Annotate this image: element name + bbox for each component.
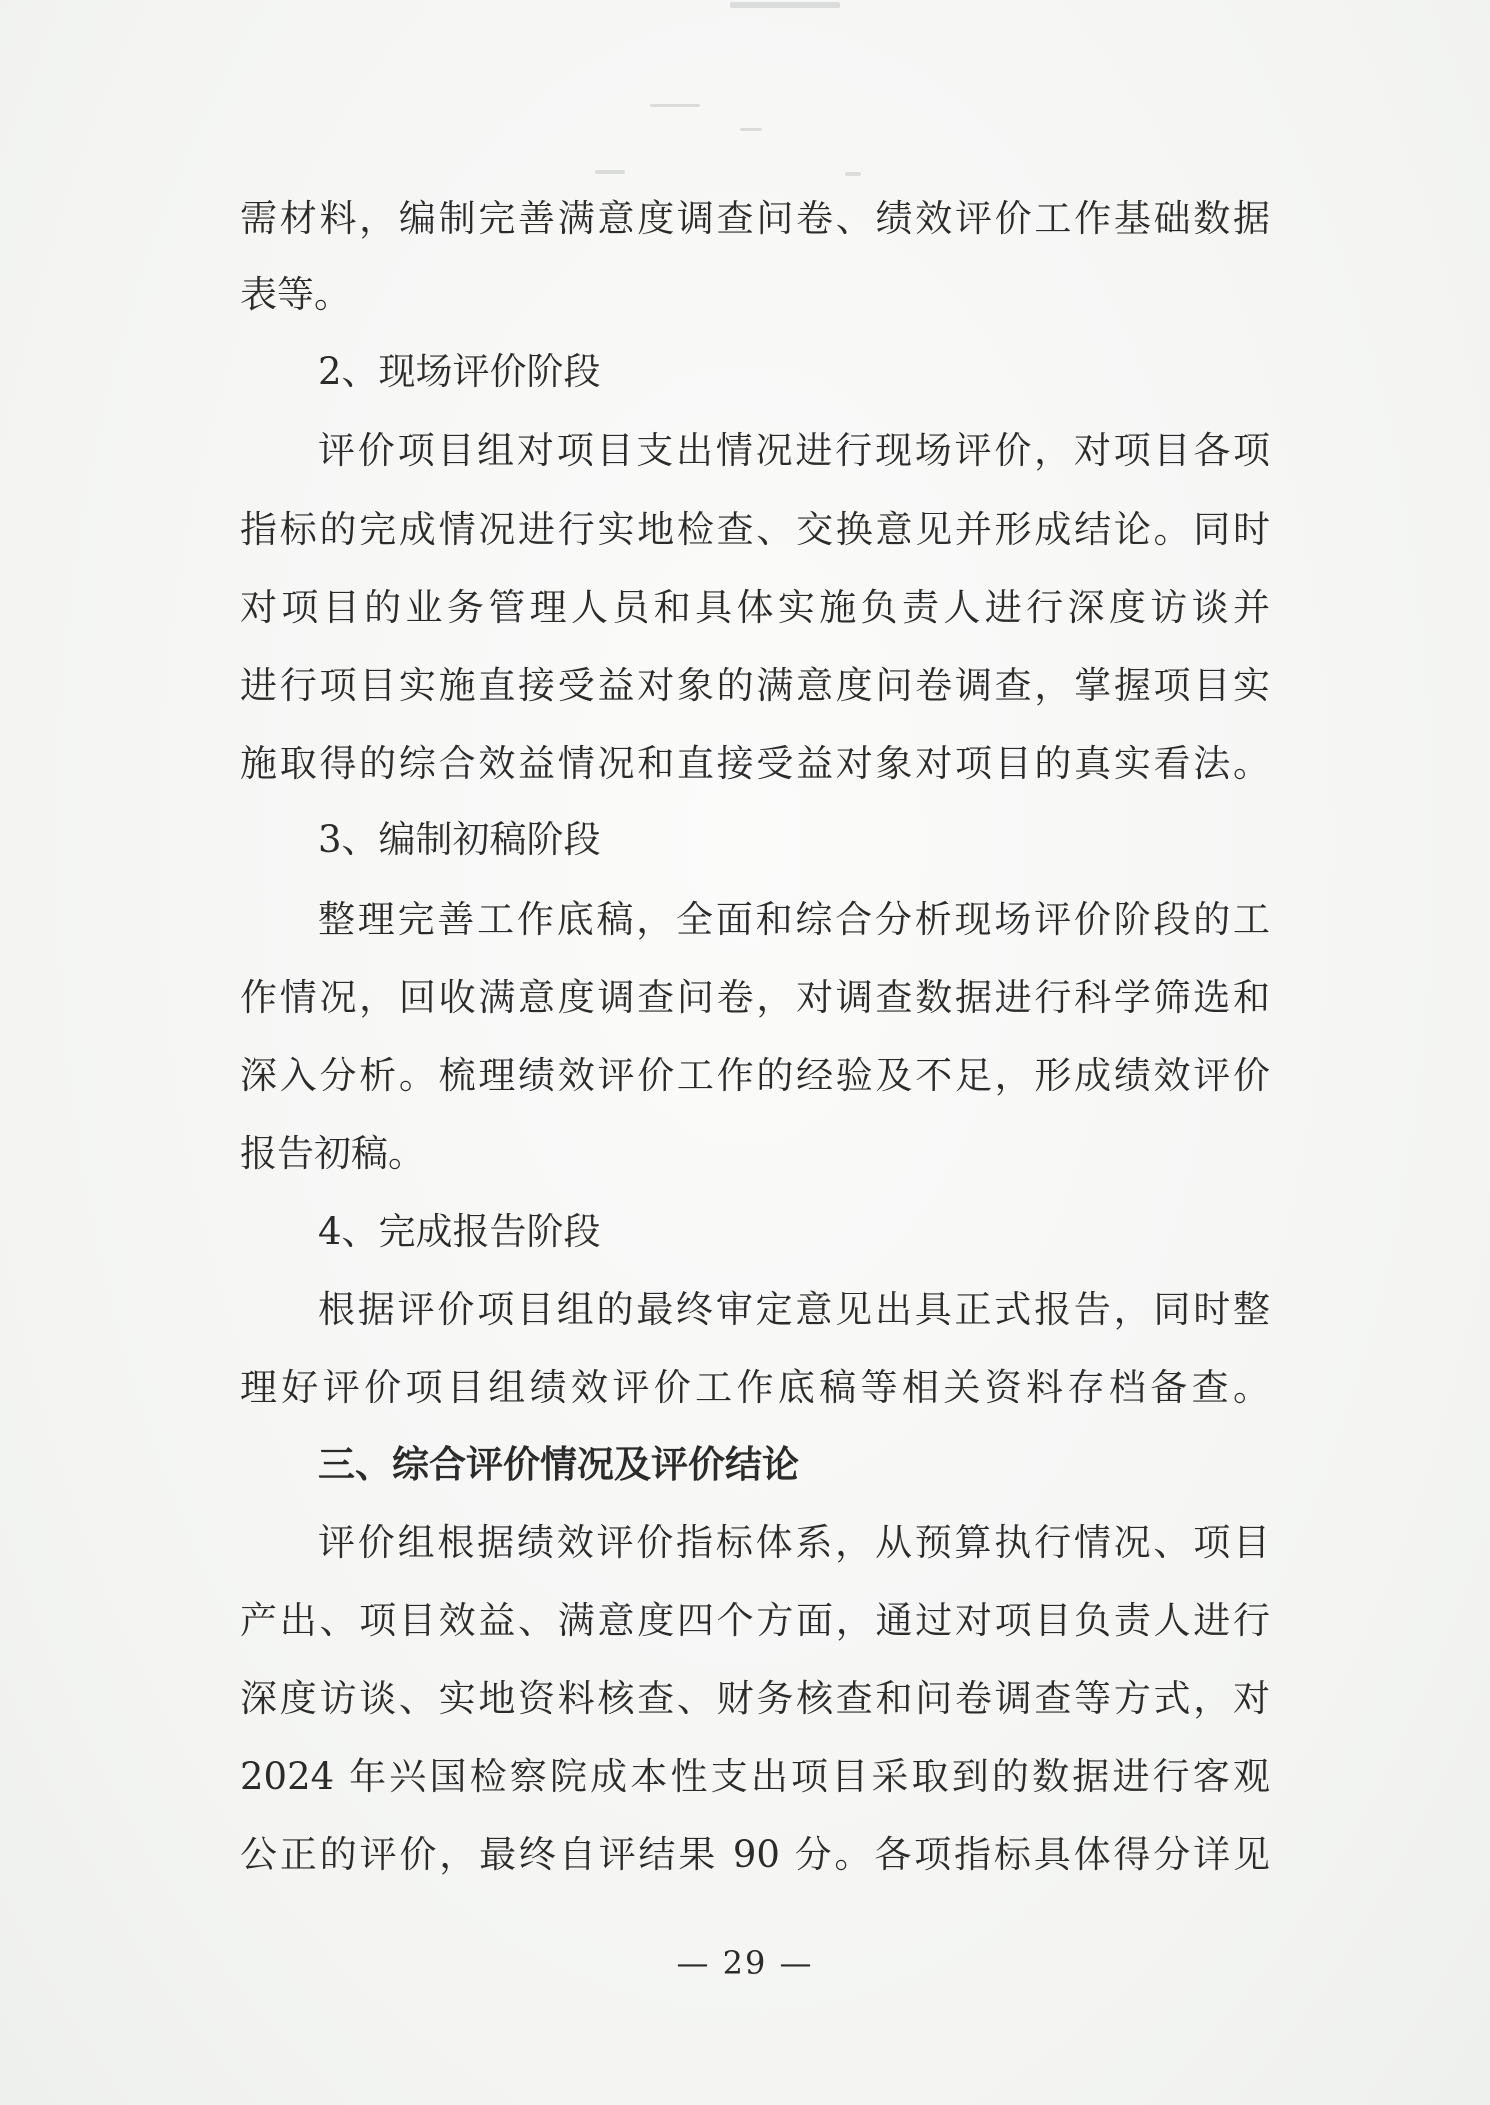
- body-text-line: 进行项目实施直接受益对象的满意度问卷调查，掌握项目实: [240, 664, 1270, 707]
- body-text-line: 评价组根据绩效评价指标体系，从预算执行情况、项目: [318, 1521, 1270, 1564]
- scan-artifact: [740, 128, 762, 131]
- scan-artifact: [730, 2, 840, 8]
- page-number: — 29 —: [676, 1944, 814, 1982]
- body-text-line: 理好评价项目组绩效评价工作底稿等相关资料存档备查。: [240, 1366, 1270, 1409]
- body-text-line: 根据评价项目组的最终审定意见出具正式报告，同时整: [318, 1288, 1270, 1331]
- body-text-line: 深度访谈、实地资料核查、财务核查和问卷调查等方式，对: [240, 1677, 1270, 1720]
- section-subheading: 4、完成报告阶段: [318, 1210, 601, 1253]
- body-text-line: 需材料，编制完善满意度调查问卷、绩效评价工作基础数据: [240, 197, 1270, 240]
- scan-artifact: [845, 172, 861, 176]
- body-text-line: 报告初稿。: [240, 1132, 425, 1175]
- body-text-line: 评价项目组对项目支出情况进行现场评价，对项目各项: [318, 429, 1270, 472]
- body-text-line: 公正的评价，最终自评结果 90 分。各项指标具体得分详见: [240, 1833, 1270, 1876]
- body-text-line: 产出、项目效益、满意度四个方面，通过对项目负责人进行: [240, 1599, 1270, 1642]
- body-text-line: 指标的完成情况进行实地检查、交换意见并形成结论。同时: [240, 508, 1270, 551]
- body-text-line: 表等。: [240, 273, 351, 316]
- body-text-line: 作情况，回收满意度调查问卷，对调查数据进行科学筛选和: [240, 976, 1270, 1019]
- scan-artifact: [595, 170, 625, 174]
- section-subheading: 2、现场评价阶段: [318, 350, 601, 393]
- section-subheading: 3、编制初稿阶段: [318, 818, 601, 861]
- scan-artifact: [650, 104, 700, 107]
- body-text-line: 对项目的业务管理人员和具体实施负责人进行深度访谈并: [240, 586, 1270, 629]
- body-text-line: 2024 年兴国检察院成本性支出项目采取到的数据进行客观: [240, 1755, 1270, 1798]
- body-text-line: 深入分析。梳理绩效评价工作的经验及不足，形成绩效评价: [240, 1054, 1270, 1097]
- section-heading: 三、综合评价情况及评价结论: [318, 1442, 799, 1486]
- body-text-line: 整理完善工作底稿，全面和综合分析现场评价阶段的工: [318, 898, 1270, 941]
- body-text-line: 施取得的综合效益情况和直接受益对象对项目的真实看法。: [240, 742, 1270, 785]
